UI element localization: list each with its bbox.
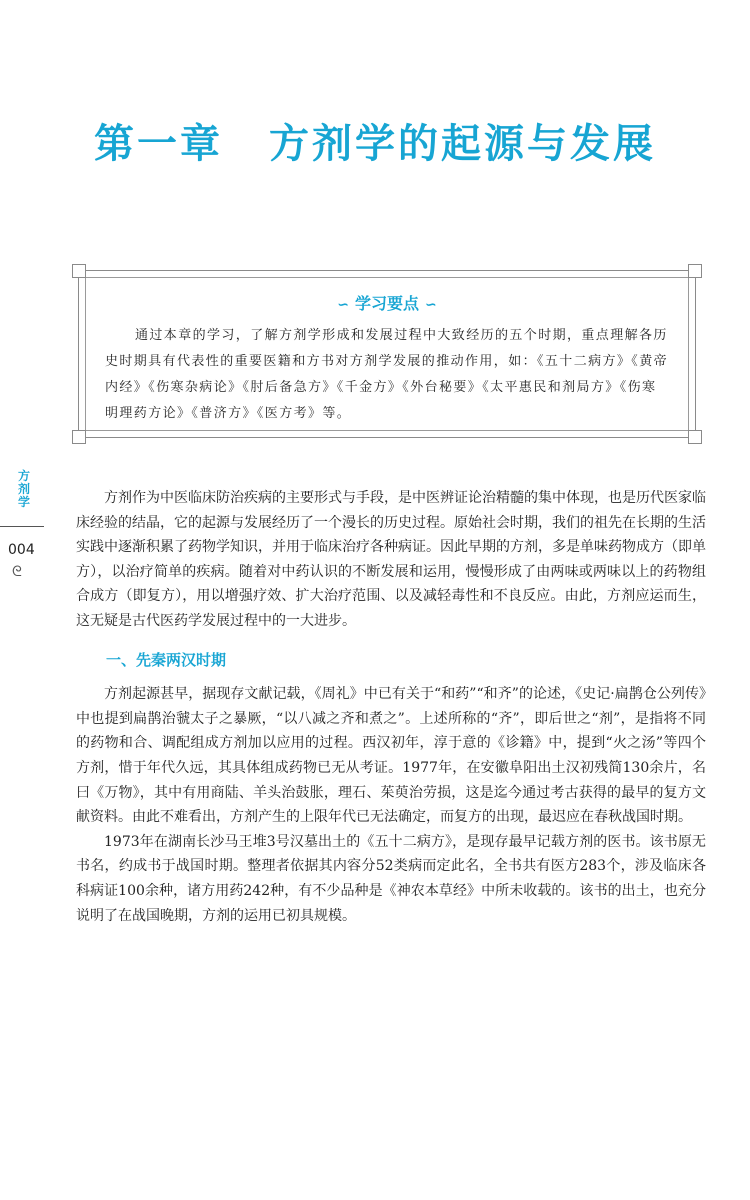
paragraph: 方剂起源甚早，据现存文献记载，《周礼》中已有关于“和药”“和齐”的论述，《史记·扁鹊仓公列传》中也提到扁鹊治虢太子之暴厥，“以八减之齐和煮之”。上述所称的“齐”，即后世之“剂”，是指将不同的药物和合、调配组成方剂加以应用的过程。西汉初年，淳于意的《诊籍》中，提到“火之汤”等四个方剂，惜于年代久远，其具体组成药物已无从考证。1977年，在安徽阜阳出土汉初残简130余片，名曰《万物》，其中有用商陆、羊头治鼓胀，理石、茱萸治劳损，这是迄今通过考古获得的最早的复方文献资料。由此不难看出，方剂产生的上限年代已无法确定，而复方的出现，最迟应在春秋战国时期。 (76, 686, 706, 826)
chapter-name: 方剂学的起源与发展 (269, 121, 656, 167)
chapter-title (0, 112, 750, 169)
paragraph: 1973年在湖南长沙马王堆3号汉墓出土的《五十二病方》，是现存最早记载方剂的医书。该书原无书名，约成书于战国时期。整理者依据其内容分52类病而定此名，全书共有医方283个，涉及临床各科病证100余种，诸方用药242种，有不少品种是《神农本草经》中所未收载的。该书的出土，也充分说明了在战国晚期，方剂的运用已初具规模。 (76, 833, 706, 924)
cloud-ornament-icon: ᘓ (12, 564, 22, 580)
intro-paragraph: 方剂作为中医临床防治疾病的主要形式与手段，是中医辨证论治精髓的集中体现，也是历代医家临床经验的结晶，它的起源与发展经历了一个漫长的历史过程。原始社会时期，我们的祖先在长期的生活实践中逐渐积累了药物学知识，并用于临床治疗各种病证。因此早期的方剂，多是单味药物成方（即单方），以治疗简单的疾病。随着对中药认识的不断发展和运用，慢慢形成了由两味或两味以上的药物组合成方（即复方），用以增强疗效、扩大治疗范围、以及减轻毒性和不良反应。由此，方剂应运而生，这无疑是古代医药学发展过程中的一大进步。 (76, 490, 706, 629)
key-points-box (78, 270, 696, 438)
swirl-right-icon: ∽ (425, 297, 437, 313)
book-label: 方剂学 (18, 469, 31, 509)
frame-corner-ornament (688, 264, 702, 278)
swirl-left-icon: ∽ (337, 297, 349, 313)
key-points-text: 通过本章的学习，了解方剂学形成和发展过程中大致经历的五个时期，重点理解各历史时期具有代表性的重要医籍和方书对方剂学发展的推动作用，如：《五十二病方》《黄帝内经》《伤寒杂病论》《肘后备急方》《千金方》《外台秘要》《太平惠民和剂局方》《伤寒明理药方论》《普济方》《医方考》等。 (105, 328, 669, 421)
sidebar-divider (0, 526, 44, 527)
section-heading: 一、先秦两汉时期 (106, 650, 227, 669)
frame-corner-ornament (72, 264, 86, 278)
body-text (76, 486, 706, 928)
key-points-heading: ∽ 学习要点 ∽ (337, 294, 437, 313)
chapter-number: 第一章 (94, 121, 223, 167)
frame-corner-ornament (688, 430, 702, 444)
page-number: 004 (8, 542, 35, 558)
frame-corner-ornament (72, 430, 86, 444)
